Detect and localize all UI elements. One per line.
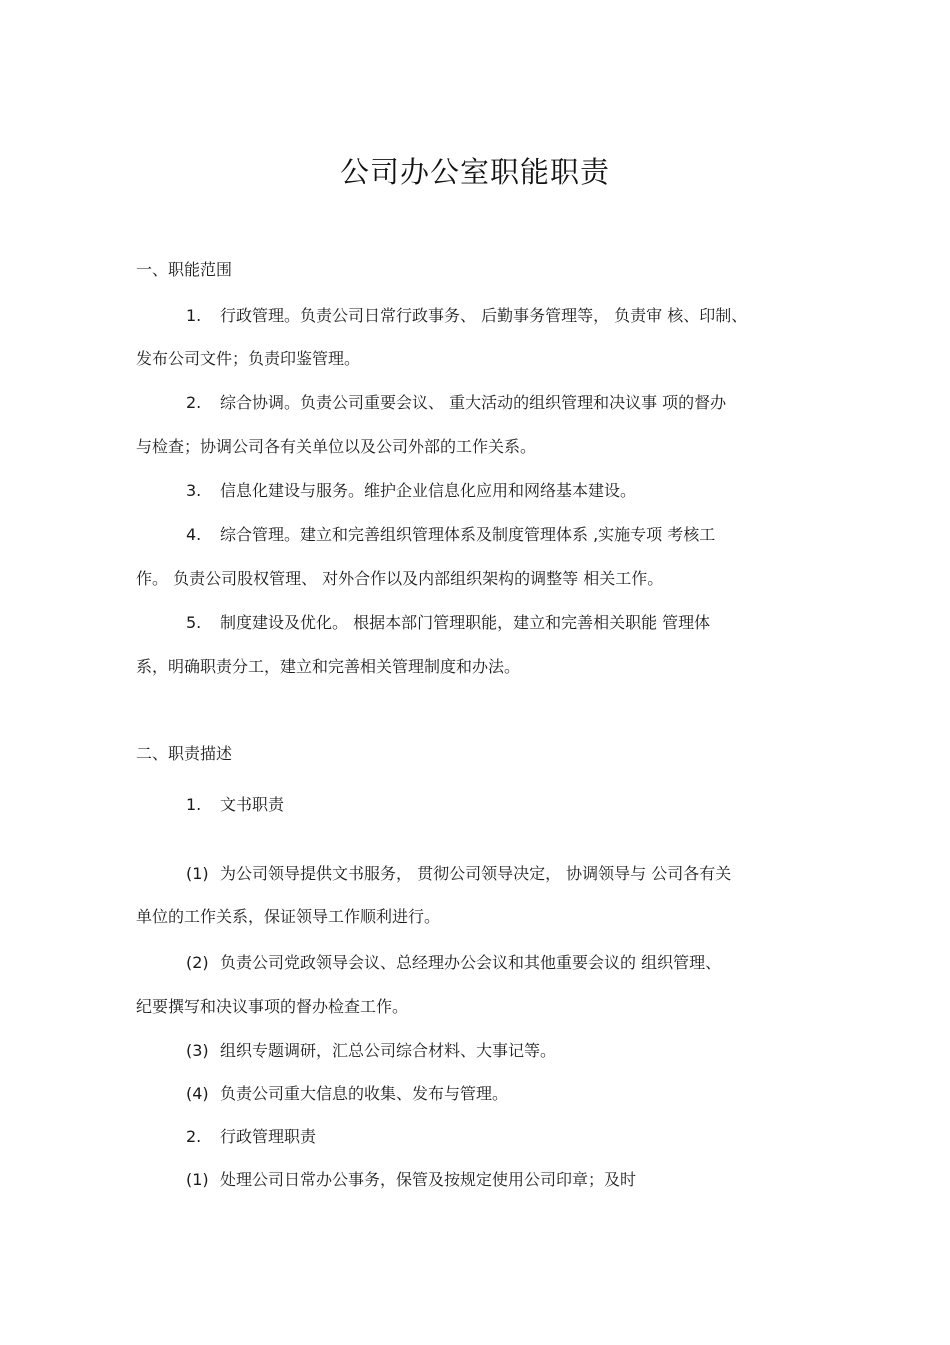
paragraph-line: 与检查；协调公司各有关单位以及公司外部的工作关系。 bbox=[136, 437, 537, 456]
paragraph-line bbox=[186, 611, 710, 635]
item-number: 3. bbox=[186, 481, 202, 500]
section-heading-duties: 二、职责描述 bbox=[136, 744, 233, 763]
paragraph-line: 系，明确职责分工，建立和完善相关管理制度和办法。 bbox=[136, 657, 521, 676]
item-text: 组织专题调研，汇总公司综合材料、大事记等。 bbox=[220, 1041, 557, 1060]
paragraph-line bbox=[186, 391, 726, 415]
item-text: 为公司领导提供文书服务， 贯彻公司领导决定， 协调领导与 公司各有关 bbox=[220, 864, 732, 883]
paragraph-line bbox=[186, 862, 731, 886]
item-number: 4. bbox=[186, 525, 202, 544]
item-number: (1) bbox=[186, 1170, 209, 1189]
item-number: 2. bbox=[186, 393, 202, 412]
item-text: 负责公司党政领导会议、总经理办公会议和其他重要会议的 组织管理、 bbox=[220, 953, 722, 972]
section-heading-scope: 一、职能范围 bbox=[136, 260, 233, 279]
paragraph-line: 发布公司文件；负责印鉴管理。 bbox=[136, 349, 361, 368]
paragraph-line bbox=[186, 1082, 508, 1106]
paragraph-line bbox=[186, 1125, 316, 1149]
item-number: (4) bbox=[186, 1084, 209, 1103]
item-text: 制度建设及优化。 根据本部门管理职能，建立和完善相关职能 管理体 bbox=[220, 613, 711, 632]
paragraph-line: 纪要撰写和决议事项的督办检查工作。 bbox=[136, 997, 409, 1016]
item-number: (2) bbox=[186, 953, 209, 972]
item-text: 文书职责 bbox=[220, 795, 285, 814]
paragraph-line bbox=[186, 951, 721, 975]
paragraph-line bbox=[186, 1168, 636, 1192]
page-title: 公司办公室职能职责 bbox=[339, 155, 610, 189]
item-number: 1. bbox=[186, 795, 202, 814]
paragraph-line bbox=[186, 523, 715, 547]
item-number: (3) bbox=[186, 1041, 209, 1060]
paragraph-line bbox=[186, 479, 636, 503]
paragraph-line bbox=[186, 1039, 556, 1063]
item-number: 2. bbox=[186, 1127, 202, 1146]
item-number: 5. bbox=[186, 613, 202, 632]
item-text: 行政管理职责 bbox=[220, 1127, 317, 1146]
paragraph-line: 作。 负责公司股权管理、 对外合作以及内部组织架构的调整等 相关工作。 bbox=[136, 569, 664, 588]
paragraph-line bbox=[186, 304, 747, 328]
paragraph-line: 单位的工作关系，保证领导工作顺利进行。 bbox=[136, 907, 441, 926]
item-number: (1) bbox=[186, 864, 209, 883]
item-text: 处理公司日常办公事务，保管及按规定使用公司印章；及时 bbox=[220, 1170, 637, 1189]
item-text: 行政管理。负责公司日常行政事务、 后勤事务管理等， 负责审 核、印制、 bbox=[220, 306, 748, 325]
item-text: 综合协调。负责公司重要会议、 重大活动的组织管理和决议事 项的督办 bbox=[220, 393, 727, 412]
item-text: 综合管理。建立和完善组织管理体系及制度管理体系 ,实施专项 考核工 bbox=[220, 525, 716, 544]
item-text: 负责公司重大信息的收集、发布与管理。 bbox=[220, 1084, 509, 1103]
item-text: 信息化建设与服务。维护企业信息化应用和网络基本建设。 bbox=[220, 481, 637, 500]
paragraph-line bbox=[186, 793, 284, 817]
item-number: 1. bbox=[186, 306, 202, 325]
